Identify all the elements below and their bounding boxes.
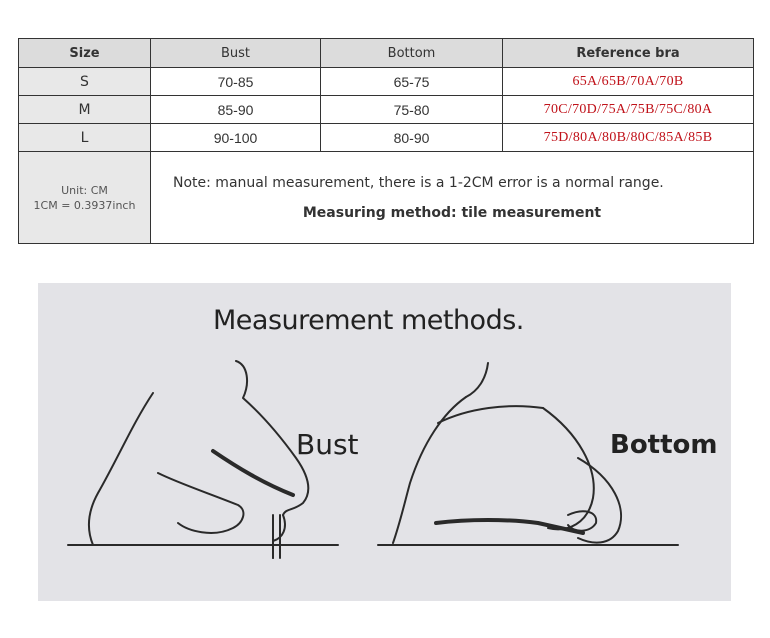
table-note-row: [19, 152, 754, 244]
left-figure-tape-vertical: [273, 515, 280, 558]
bust-cell: 85-90: [151, 96, 321, 124]
reference-cell: 65A/65B/70A/70B: [503, 68, 754, 96]
table-row: [19, 124, 754, 152]
bottom-cell: 65-75: [321, 68, 503, 96]
unit-cell: [19, 152, 151, 244]
right-figure-neck-outline: [466, 363, 488, 397]
size-chart-table: [18, 38, 754, 244]
header-reference-bra: Reference bra: [503, 39, 754, 68]
header-size: Size: [19, 39, 151, 68]
measuring-method: Measuring method: tile measurement: [302, 204, 602, 221]
bust-cell: 70-85: [151, 68, 321, 96]
reference-cell: 70C/70D/75A/75B/75C/80A: [503, 96, 754, 124]
measurement-note: Note: manual measurement, there is a 1-2CM error is a normal range.: [173, 174, 664, 191]
bottom-cell: 80-90: [321, 124, 503, 152]
right-figure-shoulder-outline: [438, 406, 543, 423]
right-figure-measuring-tape: [436, 520, 583, 533]
bottom-cell: 75-80: [321, 96, 503, 124]
size-cell: M: [19, 96, 151, 124]
note-cell: [151, 152, 754, 244]
bottom-label: Bottom: [610, 430, 718, 460]
measurement-illustration-panel: [38, 283, 731, 601]
right-figure-tape-loop: [568, 511, 596, 530]
size-cell: L: [19, 124, 151, 152]
reference-cell: 75D/80A/80B/80C/85A/85B: [503, 124, 754, 152]
table-row: [19, 96, 754, 124]
left-figure-back-outline: [89, 393, 153, 545]
unit-conversion: 1CM = 0.3937inch: [33, 198, 136, 212]
table-row: [19, 68, 754, 96]
bust-cell: 90-100: [151, 124, 321, 152]
left-figure-hand-outline: [273, 515, 285, 558]
size-cell: S: [19, 68, 151, 96]
unit-label: Unit: CM: [61, 183, 108, 197]
header-bust: Bust: [151, 39, 321, 68]
left-figure-arm-outline: [158, 473, 243, 533]
header-bottom: Bottom: [321, 39, 503, 68]
left-figure-measuring-tape: [213, 451, 293, 495]
table-header-row: [19, 39, 754, 68]
illustration-title: Measurement methods.: [213, 305, 524, 336]
bust-label: Bust: [296, 428, 359, 461]
